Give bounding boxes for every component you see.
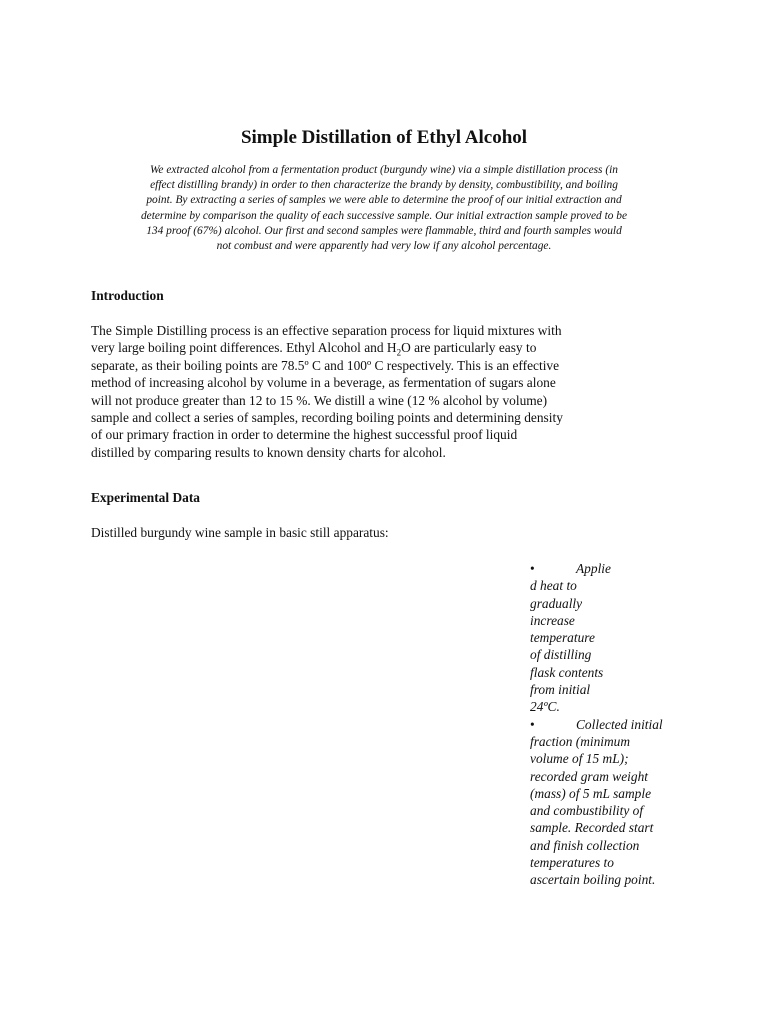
subscript: 2	[396, 348, 402, 359]
list-item-line: sample. Recorded start	[530, 820, 654, 836]
abstract-line: 134 proof (67%) alcohol. Our first and second samples were flammable, third and fourth samples would	[146, 224, 622, 237]
list-item-line: (mass) of 5 mL sample	[530, 785, 652, 801]
bullet-icon: •	[530, 716, 535, 732]
introduction-paragraph	[91, 322, 563, 461]
list-item-line: fraction (minimum	[530, 733, 631, 749]
list-item-first-line	[530, 716, 663, 733]
document-title: Simple Distillation of Ethyl Alcohol	[240, 127, 528, 148]
list-item-line: and finish collection	[530, 837, 640, 853]
list-item-line: and combustibility of	[530, 803, 644, 819]
paragraph-line: method of increasing alcohol by volume in a beverage, as fermentation of sugars alone	[91, 375, 556, 391]
abstract-line: determine by comparison the quality of each successive sample. Our initial extraction sample proved to be	[140, 209, 628, 222]
list-item-line: gradually	[530, 595, 583, 611]
list-item	[530, 716, 663, 889]
list-item-line: flask contents	[530, 664, 604, 680]
list-item-line: recorded gram weight	[530, 768, 649, 784]
list-item-line: ascertain boiling point.	[530, 872, 656, 888]
introduction-heading: Introduction	[91, 288, 164, 303]
text-segment: O are particularly easy to	[401, 340, 537, 356]
list-item-line: temperature	[530, 630, 595, 646]
paragraph-line: distilled by comparing results to known density charts for alcohol.	[91, 444, 446, 460]
bullet-icon: •	[530, 561, 535, 576]
apparatus-text: Distilled burgundy wine sample in basic still apparatus:	[91, 525, 389, 540]
list-item-line: increase	[530, 612, 575, 628]
list-item-text: Applie	[576, 561, 611, 576]
abstract-line: effect distilling brandy) in order to then characterize the brandy by density, combustibility, and boiling	[150, 179, 618, 192]
list-item	[530, 560, 663, 716]
list-item-line: of distilling	[530, 647, 592, 663]
paragraph-line	[91, 339, 563, 359]
list-item-line: d heat to	[530, 578, 577, 594]
list-item-line: from initial	[530, 682, 591, 698]
list-item-text: Collected initial	[576, 716, 663, 732]
paragraph-line: The Simple Distilling process is an effective separation process for liquid mixtures with	[91, 323, 562, 338]
list-item-first-line	[530, 560, 663, 577]
text-segment: very large boiling point differences. Ethyl Alcohol and H	[91, 340, 397, 356]
list-item-line: temperatures to	[530, 855, 614, 871]
list-item-line: 24ºC.	[530, 699, 560, 715]
procedure-list	[530, 560, 663, 889]
paragraph-line: separate, as their boiling points are 78.5º C and 100º C respectively. This is an effective	[91, 357, 560, 373]
paragraph-line: will not produce greater than 12 to 15 %. We distill a wine (12 % alcohol by volume)	[91, 392, 548, 408]
list-item-line: volume of 15 mL);	[530, 751, 629, 767]
abstract-line: not combust and were apparently had very low if any alcohol percentage.	[216, 240, 552, 253]
paragraph-line: of our primary fraction in order to determine the highest successful proof liquid	[91, 427, 518, 443]
abstract	[112, 163, 656, 254]
abstract-line: point. By extracting a series of samples we were able to determine the proof of our initial extraction and	[146, 194, 622, 207]
paragraph-line: sample and collect a series of samples, recording boiling points and determining density	[91, 410, 563, 426]
experimental-data-heading: Experimental Data	[91, 490, 200, 505]
abstract-line: We extracted alcohol from a fermentation product (burgundy wine) via a simple distillation process (in	[149, 164, 618, 176]
